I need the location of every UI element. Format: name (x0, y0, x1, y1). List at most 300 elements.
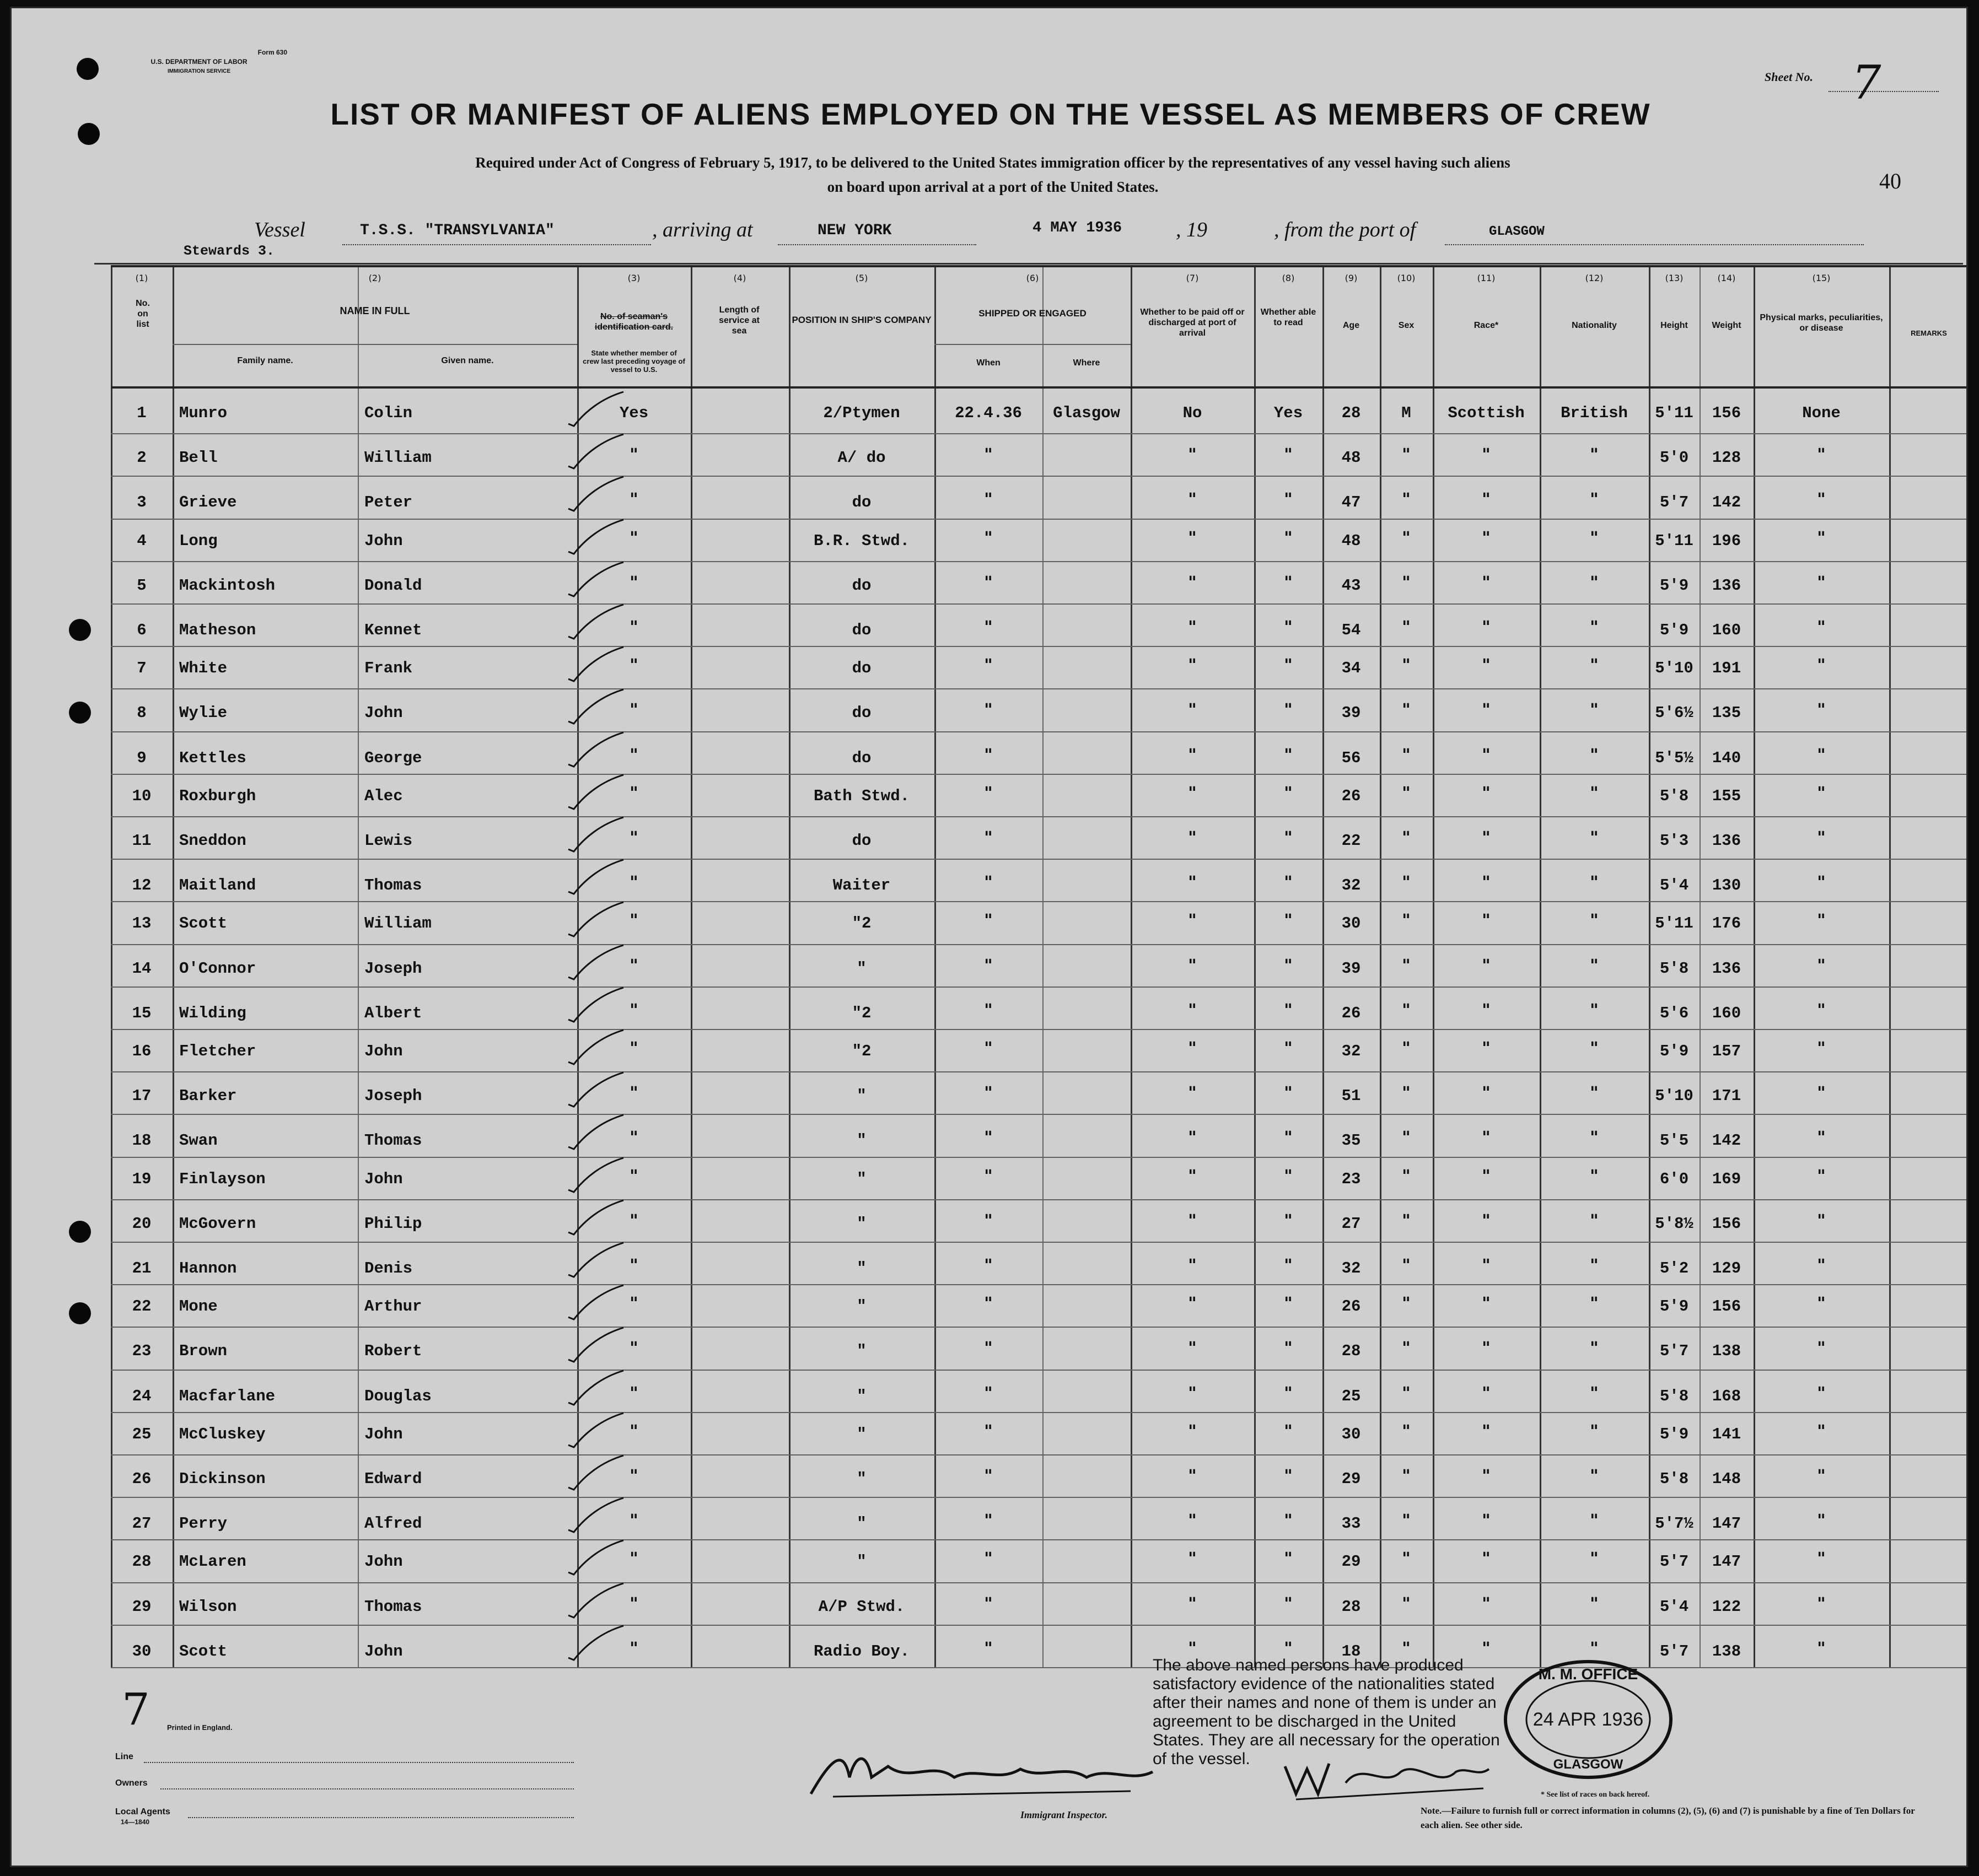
ditto-mark: " (1284, 1166, 1293, 1186)
given-name: Frank (364, 659, 413, 678)
race: Scottish (1448, 404, 1525, 422)
col-num: (15) (1812, 273, 1831, 283)
ditto-mark: " (1817, 873, 1826, 893)
ditto-mark: " (1188, 1294, 1197, 1314)
height: 5'9 (1659, 1297, 1689, 1316)
ditto-mark: " (1817, 911, 1826, 931)
ditto-mark: " (1482, 873, 1491, 893)
vessel-label: Vessel (254, 218, 305, 241)
weight: 148 (1712, 1470, 1741, 1488)
ditto-mark: " (630, 618, 638, 637)
age: 34 (1341, 659, 1361, 678)
ditto-mark: " (1817, 1511, 1826, 1531)
family-name: Macfarlane (179, 1387, 276, 1405)
header-weight: Weight (1712, 321, 1741, 330)
ditto-mark: " (1188, 1128, 1197, 1148)
age: 28 (1341, 1342, 1361, 1361)
weight: 136 (1712, 832, 1741, 850)
ditto-mark: " (1188, 1256, 1197, 1275)
family-name: Mackintosh (179, 576, 276, 595)
given-name: Edward (364, 1470, 422, 1488)
family-name: Matheson (179, 621, 256, 639)
ditto-mark: " (984, 1166, 993, 1186)
ditto-mark: " (1284, 1467, 1293, 1486)
given-name: John (364, 1552, 403, 1571)
ditto-mark: " (1284, 745, 1293, 765)
weight: 129 (1712, 1259, 1741, 1277)
ditto-mark: " (984, 1256, 993, 1275)
ditto-mark: " (1284, 1000, 1293, 1020)
ditto-mark: " (1284, 956, 1293, 975)
height: 5'11 (1655, 404, 1693, 422)
ditto-mark: " (984, 656, 993, 676)
row-rule (111, 561, 1968, 562)
ditto-mark: " (1188, 1339, 1197, 1359)
header-family-name: Family name. (237, 356, 293, 365)
header-shipped: SHIPPED OR ENGAGED (978, 308, 1087, 319)
header-remarks: REMARKS (1911, 329, 1947, 337)
form-code: 14—1840 (121, 1818, 150, 1826)
ditto-mark: " (1482, 573, 1491, 592)
age: 29 (1341, 1552, 1361, 1571)
ditto-mark: " (1590, 573, 1599, 592)
col-num: (7) (1186, 273, 1199, 283)
ditto-mark: " (984, 1421, 993, 1441)
row-rule (111, 603, 1968, 605)
age: 32 (1341, 1259, 1361, 1277)
ditto-mark: " (1402, 1421, 1411, 1441)
height: 5'11 (1655, 531, 1693, 550)
check-mark-icon (563, 475, 629, 513)
row-number: 11 (132, 832, 152, 850)
check-mark-icon (563, 560, 629, 599)
physical-marks: None (1802, 404, 1841, 422)
family-name: McGovern (179, 1214, 256, 1233)
col-num: (8) (1282, 273, 1295, 283)
given-name: William (364, 914, 432, 933)
height: 5'6 (1659, 1004, 1689, 1022)
ditto-mark: " (1188, 618, 1197, 637)
ditto-mark: " (1590, 656, 1599, 676)
family-name: Roxburgh (179, 786, 256, 805)
position: A/ do (837, 449, 886, 467)
age: 26 (1341, 1297, 1361, 1316)
given-name: Lewis (364, 832, 413, 850)
ditto-mark: " (1817, 828, 1826, 848)
age: 30 (1341, 1425, 1361, 1443)
weight: 157 (1712, 1042, 1741, 1060)
age: 43 (1341, 576, 1361, 595)
col-num: (9) (1345, 273, 1358, 283)
weight: 155 (1712, 786, 1741, 805)
check-mark-icon (563, 730, 629, 769)
ditto-mark: " (984, 745, 993, 765)
ditto-mark: " (1482, 956, 1491, 975)
ditto-mark: " (1817, 1339, 1826, 1359)
check-mark-icon (563, 517, 629, 556)
given-name: Denis (364, 1259, 413, 1277)
col-num: (13) (1665, 273, 1684, 283)
given-name: Thomas (364, 1597, 422, 1616)
ditto-mark: " (630, 911, 638, 931)
ditto-mark: " (1590, 1256, 1599, 1275)
departure-port: GLASGOW (1489, 224, 1545, 239)
ditto-mark: " (1482, 1083, 1491, 1103)
row-rule (111, 901, 1968, 902)
check-mark-icon (563, 1198, 629, 1237)
family-name: Finlayson (179, 1169, 266, 1188)
position: " (857, 1131, 867, 1150)
age: 27 (1341, 1214, 1361, 1233)
family-name: Perry (179, 1514, 228, 1533)
header-physical: Physical marks, peculiarities, or disease (1760, 313, 1883, 333)
port-dotline (1445, 244, 1864, 245)
header-age: Age (1342, 321, 1360, 330)
ditto-mark: " (630, 1166, 638, 1186)
row-rule (111, 859, 1968, 860)
position: "2 (852, 1004, 872, 1022)
ditto-mark: " (984, 1383, 993, 1403)
height: 6'0 (1659, 1169, 1689, 1188)
owners-dotline (160, 1788, 574, 1789)
page-number: 40 (1879, 169, 1901, 193)
ditto-mark: " (1284, 1549, 1293, 1569)
col-num: (4) (733, 273, 746, 283)
ditto-mark: " (1817, 1594, 1826, 1614)
service: IMMIGRATION SERVICE (167, 68, 231, 74)
row-rule (111, 1029, 1968, 1030)
ditto-mark: " (1402, 618, 1411, 637)
position: do (852, 659, 872, 678)
age: 33 (1341, 1514, 1361, 1533)
weight: 142 (1712, 493, 1741, 512)
position: Waiter (832, 876, 891, 895)
row-number: 21 (132, 1259, 152, 1277)
ditto-mark: " (1402, 1083, 1411, 1103)
col-num: (3) (627, 273, 641, 283)
family-name: Scott (179, 1642, 228, 1661)
ditto-mark: " (1284, 783, 1293, 803)
stamp-city: GLASGOW (1553, 1757, 1623, 1772)
ditto-mark: " (1188, 1467, 1197, 1486)
position: A/P Stwd. (818, 1597, 905, 1616)
crew-department: Stewards 3. (184, 243, 275, 259)
crew-table (111, 265, 1968, 1668)
header-paid-off: Whether to be paid off or discharged at port of arrival (1140, 308, 1245, 338)
vessel-dotline (342, 244, 651, 245)
ditto-mark: " (1402, 573, 1411, 592)
given-name: Kennet (364, 621, 422, 639)
age: 28 (1341, 404, 1361, 422)
ditto-mark: " (984, 1511, 993, 1531)
ditto-mark: " (630, 1083, 638, 1103)
ditto-mark: " (1284, 573, 1293, 592)
check-mark-icon (563, 1113, 629, 1151)
ditto-mark: " (1590, 1128, 1599, 1148)
ditto-mark: " (1188, 700, 1197, 720)
height: 5'8 (1659, 1387, 1689, 1405)
ditto-mark: " (984, 1594, 993, 1614)
shipped-where: Glasgow (1053, 404, 1120, 422)
position: " (857, 1425, 867, 1443)
given-name: Joseph (364, 959, 422, 978)
check-mark-icon (563, 602, 629, 641)
position: Radio Boy. (813, 1642, 910, 1661)
header-when: When (976, 358, 1001, 368)
row-rule (111, 774, 1968, 775)
age: 32 (1341, 1042, 1361, 1060)
row-rule (111, 1412, 1968, 1413)
ditto-mark: " (1188, 656, 1197, 676)
height: 5'9 (1659, 1042, 1689, 1060)
height: 5'0 (1659, 449, 1689, 467)
position: do (852, 832, 872, 850)
header-length-service: Length of service at sea (719, 305, 760, 336)
family-name: Wylie (179, 704, 228, 723)
ditto-mark: " (1817, 1128, 1826, 1148)
age: 28 (1341, 1597, 1361, 1616)
weight: 160 (1712, 1004, 1741, 1022)
ditto-mark: " (1188, 1383, 1197, 1403)
position: " (857, 1552, 867, 1571)
family-name: Maitland (179, 876, 256, 895)
check-mark-icon (563, 1368, 629, 1407)
family-name: Wilson (179, 1597, 237, 1616)
row-number: 27 (132, 1514, 152, 1533)
given-name: Philip (364, 1214, 422, 1233)
ditto-mark: " (1402, 1594, 1411, 1614)
age: 32 (1341, 876, 1361, 895)
ditto-mark: " (1284, 911, 1293, 931)
ditto-mark: " (1284, 618, 1293, 637)
punch-hole (69, 1221, 91, 1243)
ditto-mark: " (984, 1039, 993, 1058)
weight: 136 (1712, 576, 1741, 595)
check-mark-icon (563, 390, 629, 428)
check-mark-icon (563, 1070, 629, 1109)
paid-off: No (1182, 404, 1202, 422)
ditto-mark: " (984, 873, 993, 893)
check-mark-icon (563, 1156, 629, 1194)
printed-in: Printed in England. (167, 1723, 233, 1732)
row-rule (111, 1284, 1968, 1285)
ditto-mark: " (1482, 1339, 1491, 1359)
ditto-mark: " (984, 1083, 993, 1103)
ditto-mark: " (1482, 1211, 1491, 1231)
position: " (857, 1214, 867, 1233)
ditto-mark: " (1402, 1256, 1411, 1275)
subtitle (210, 150, 1776, 199)
ditto-mark: " (1817, 528, 1826, 548)
ditto-mark: " (1284, 1128, 1293, 1148)
col-num: (12) (1585, 273, 1604, 283)
check-mark-icon (563, 900, 629, 939)
ditto-mark: " (1188, 1511, 1197, 1531)
height: 5'4 (1659, 1597, 1689, 1616)
ditto-mark: " (1188, 1211, 1197, 1231)
check-mark-icon (563, 1453, 629, 1492)
ditto-mark: " (630, 1339, 638, 1359)
height: 5'9 (1659, 576, 1689, 595)
ditto-mark: " (984, 1000, 993, 1020)
age: 54 (1341, 621, 1361, 639)
ditto-mark: " (630, 1211, 638, 1231)
height: 5'11 (1655, 914, 1693, 933)
ditto-mark: " (984, 1339, 993, 1359)
check-mark-icon (563, 1325, 629, 1364)
ditto-mark: " (1284, 1294, 1293, 1314)
stamp-date: 24 APR 1936 (1532, 1709, 1644, 1730)
ditto-mark: " (1482, 1549, 1491, 1569)
shipped-when: 22.4.36 (955, 404, 1022, 422)
arriving-dotline (778, 244, 976, 245)
ditto-mark: " (630, 956, 638, 975)
ditto-mark: " (1482, 1039, 1491, 1058)
age: 48 (1341, 531, 1361, 550)
ditto-mark: " (1284, 490, 1293, 510)
check-mark-icon (563, 773, 629, 811)
ditto-mark: " (1482, 528, 1491, 548)
nationality-statement: The above named persons have produced satisfactory evidence of the nationalities stated after their names and none of them is under an agreement to be discharged in the United States. They are all necessary for the operation of the vessel. (1153, 1656, 1500, 1768)
age: 23 (1341, 1169, 1361, 1188)
weight: 141 (1712, 1425, 1741, 1443)
ditto-mark: " (1817, 490, 1826, 510)
header-position: POSITION IN SHIP'S COMPANY (792, 315, 932, 325)
row-rule (111, 1625, 1968, 1626)
age: 48 (1341, 449, 1361, 467)
fine-note: Note.—Failure to furnish full or correct information in columns (2), (5), (6) and (7) is punishable by a fine of Ten Dollars for each alien. See other side. (1421, 1805, 1915, 1830)
ditto-mark: " (1590, 828, 1599, 848)
header-nationality: Nationality (1572, 321, 1617, 330)
ditto-mark: " (1284, 445, 1293, 465)
col-num: (10) (1397, 273, 1416, 283)
row-number: 25 (132, 1425, 152, 1443)
height: 5'4 (1659, 876, 1689, 895)
ditto-mark: " (630, 828, 638, 848)
ditto-mark: " (630, 656, 638, 676)
ditto-mark: " (1402, 700, 1411, 720)
ditto-mark: " (1590, 911, 1599, 931)
family-name: O'Connor (179, 959, 256, 978)
age: 30 (1341, 914, 1361, 933)
weight: 156 (1712, 1214, 1741, 1233)
ditto-mark: " (1590, 1083, 1599, 1103)
weight: 191 (1712, 659, 1741, 678)
ditto-mark: " (1402, 956, 1411, 975)
family-name: Bell (179, 449, 218, 467)
ditto-mark: " (1284, 1511, 1293, 1531)
height: 5'8 (1659, 959, 1689, 978)
header-height: Height (1660, 321, 1688, 330)
ditto-mark: " (1817, 1211, 1826, 1231)
ditto-mark: " (1817, 618, 1826, 637)
ditto-mark: " (1482, 656, 1491, 676)
agents-label: Local Agents (115, 1807, 170, 1816)
weight: 138 (1712, 1642, 1741, 1661)
row-rule (111, 1497, 1968, 1498)
family-name: Mone (179, 1297, 218, 1316)
ditto-mark: " (1284, 656, 1293, 676)
ditto-mark: " (984, 911, 993, 931)
ditto-mark: " (1402, 1211, 1411, 1231)
punch-hole (77, 58, 99, 80)
family-name: Swan (179, 1131, 218, 1150)
ditto-mark: " (1817, 1467, 1826, 1486)
row-rule (111, 1242, 1968, 1243)
weight: 168 (1712, 1387, 1741, 1405)
able-to-read: Yes (1273, 404, 1303, 422)
ditto-mark: " (1402, 1638, 1411, 1658)
check-mark-icon (563, 1496, 629, 1534)
ditto-mark: " (1482, 745, 1491, 765)
family-name: Munro (179, 404, 228, 422)
ditto-mark: " (1284, 1256, 1293, 1275)
given-name: Robert (364, 1342, 422, 1361)
ditto-mark: " (1590, 1339, 1599, 1359)
ditto-mark: " (1188, 956, 1197, 975)
agents-dotline (188, 1817, 574, 1818)
row-number: 1 (137, 404, 147, 422)
given-name: Alec (364, 786, 403, 805)
ditto-mark: " (1284, 528, 1293, 548)
ditto-mark: " (1817, 1294, 1826, 1314)
row-rule (111, 1454, 1968, 1455)
ditto-mark: " (630, 1467, 638, 1486)
ditto-mark: " (1482, 618, 1491, 637)
check-mark-icon (563, 1028, 629, 1066)
row-number: 5 (137, 576, 147, 595)
given-name: Joseph (364, 1087, 422, 1106)
weight: 128 (1712, 449, 1741, 467)
ditto-mark: " (1188, 445, 1197, 465)
position: " (857, 1470, 867, 1488)
inspector-signature (800, 1744, 1164, 1805)
position: "2 (852, 1042, 872, 1060)
ditto-mark: " (1402, 1511, 1411, 1531)
ditto-mark: " (1817, 1166, 1826, 1186)
height: 5'8 (1659, 786, 1689, 805)
family-name: Sneddon (179, 832, 246, 850)
ditto-mark: " (1482, 700, 1491, 720)
ditto-mark: " (1817, 1000, 1826, 1020)
position: do (852, 748, 872, 767)
row-number: 20 (132, 1214, 152, 1233)
height: 5'3 (1659, 832, 1689, 850)
ditto-mark: " (1590, 1638, 1599, 1658)
age: 39 (1341, 704, 1361, 723)
header-race: Race* (1474, 321, 1499, 330)
row-number: 26 (132, 1470, 152, 1488)
row-rule (111, 1327, 1968, 1328)
age: 56 (1341, 748, 1361, 767)
ditto-mark: " (984, 828, 993, 848)
year-label: , 19 (1176, 218, 1207, 241)
family-name: Brown (179, 1342, 228, 1361)
ditto-mark: " (1590, 1211, 1599, 1231)
punch-hole (69, 702, 91, 724)
ditto-mark: " (1402, 911, 1411, 931)
row-rule (111, 944, 1968, 945)
given-name: Donald (364, 576, 422, 595)
col-num: (1) (135, 273, 148, 283)
height: 5'10 (1655, 1087, 1693, 1106)
ditto-mark: " (1817, 700, 1826, 720)
row-rule (111, 646, 1968, 647)
subtitle-line-1: Required under Act of Congress of February 5, 1917, to be delivered to the United States immigration officer by the representatives of any vessel having such aliens (475, 154, 1510, 171)
ditto-mark: " (1402, 1339, 1411, 1359)
height: 5'9 (1659, 621, 1689, 639)
height: 5'8 (1659, 1470, 1689, 1488)
